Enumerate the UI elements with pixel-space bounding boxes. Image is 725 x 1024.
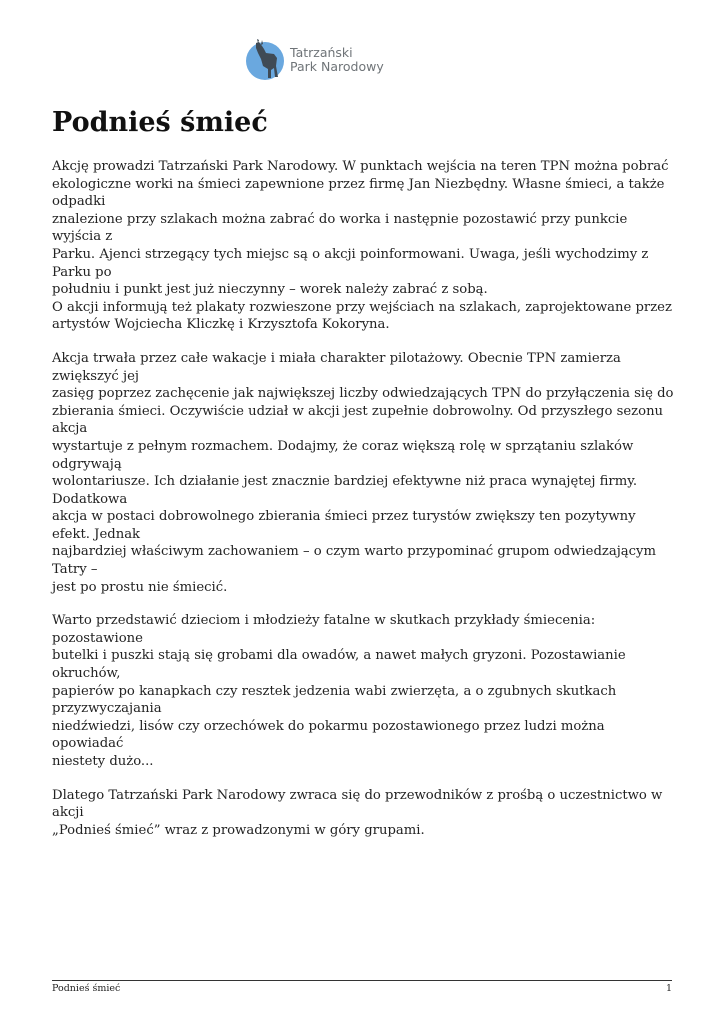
paragraph-line: zbierania śmieci. Oczywiście udział w akcji jest zupełnie dobrowolny. Od przyszłego sezonu akcja [52, 403, 664, 437]
paragraph-line: O akcji informują też plakaty rozwieszone przy wejściach na szlakach, zaprojektowane przez [52, 299, 672, 315]
logo [246, 37, 384, 83]
paragraph-line: butelki i puszki stają się grobami dla owadów, a nawet małych gryzoni. Pozostawianie okruchów, [52, 648, 626, 682]
article-body [52, 158, 676, 855]
paragraph-line: akcja w postaci dobrowolnego zbierania śmieci przez turystów zwiększy ten pozytywny efekt. Jednak [52, 509, 636, 542]
paragraph [52, 158, 676, 334]
paragraph-line: „Podnieś śmieć” wraz z prowadzonymi w góry grupami. [52, 822, 425, 838]
footer-page-number: 1 [665, 983, 672, 994]
paragraph-line: najbardziej właściwym zachowaniem – o czym warto przypominać grupom odwiedzającym Tatry – [52, 544, 656, 578]
paragraph-line: Parku. Ajenci strzegący tych miejsc są o akcji poinformowani. Uwaga, jeśli wychodzimy z Parku po [52, 246, 649, 280]
paragraph [52, 350, 676, 596]
paragraph-line: Dlatego Tatrzański Park Narodowy zwraca się do przewodników z prośbą o uczestnictwo w akcji [52, 787, 663, 821]
paragraph-line: Warto przedstawić dzieciom i młodzieży fatalne w skutkach przykłady śmiecenia: pozostawione [52, 613, 596, 646]
paragraph-line: Akcja trwała przez całe wakacje i miała charakter pilotażowy. Obecnie TPN zamierza zwiększyć jej [52, 350, 621, 384]
logo-line-1: Tatrzański [290, 45, 353, 60]
paragraph-line: ekologiczne worki na śmieci zapewnione przez firmę Jan Niezbędny. Własne śmieci, a także odpadki [52, 176, 665, 210]
paragraph-line: wystartuje z pełnym rozmachem. Dodajmy, że coraz większą rolę w sprzątaniu szlaków odgrywają [52, 438, 634, 472]
paragraph-line: papierów po kanapkach czy resztek jedzenia wabi zwierzęta, a o zgubnych skutkach przyzwyczajania [52, 683, 617, 717]
paragraph-line: jest po prostu nie śmiecić. [52, 579, 228, 595]
footer-title: Podnieś śmieć [52, 983, 121, 994]
footer-divider [52, 980, 672, 981]
paragraph-line: wolontariusze. Ich działanie jest znacznie bardziej efektywne niż praca wynajętej firmy. Dodatkowa [52, 474, 638, 507]
paragraph-line: artystów Wojciecha Kliczkę i Krzysztofa Kokoryna. [52, 317, 390, 333]
paragraph-line: Akcję prowadzi Tatrzański Park Narodowy. W punktach wejścia na teren TPN można pobrać [52, 159, 669, 174]
logo-line-2: Park Narodowy [290, 59, 384, 74]
tpn-chamois-icon [246, 39, 286, 81]
page-title: Podnieś śmieć [52, 107, 268, 138]
logo-text [290, 46, 384, 74]
paragraph-line: zasięg poprzez zachęcenie jak największej liczby odwiedzających TPN do przyłączenia się do [52, 386, 674, 402]
paragraph-line: południu i punkt jest już nieczynny – worek należy zabrać z sobą. [52, 282, 488, 298]
paragraph-line: znalezione przy szlakach można zabrać do worka i następnie pozostawić przy punkcie wyjścia z [52, 211, 628, 245]
paragraph [52, 787, 676, 840]
paragraph-line: niestety dużo... [52, 754, 154, 769]
paragraph [52, 612, 676, 770]
paragraph-line: niedźwiedzi, lisów czy orzechówek do pokarmu pozostawionego przez ludzi można opowiadać [52, 718, 605, 752]
